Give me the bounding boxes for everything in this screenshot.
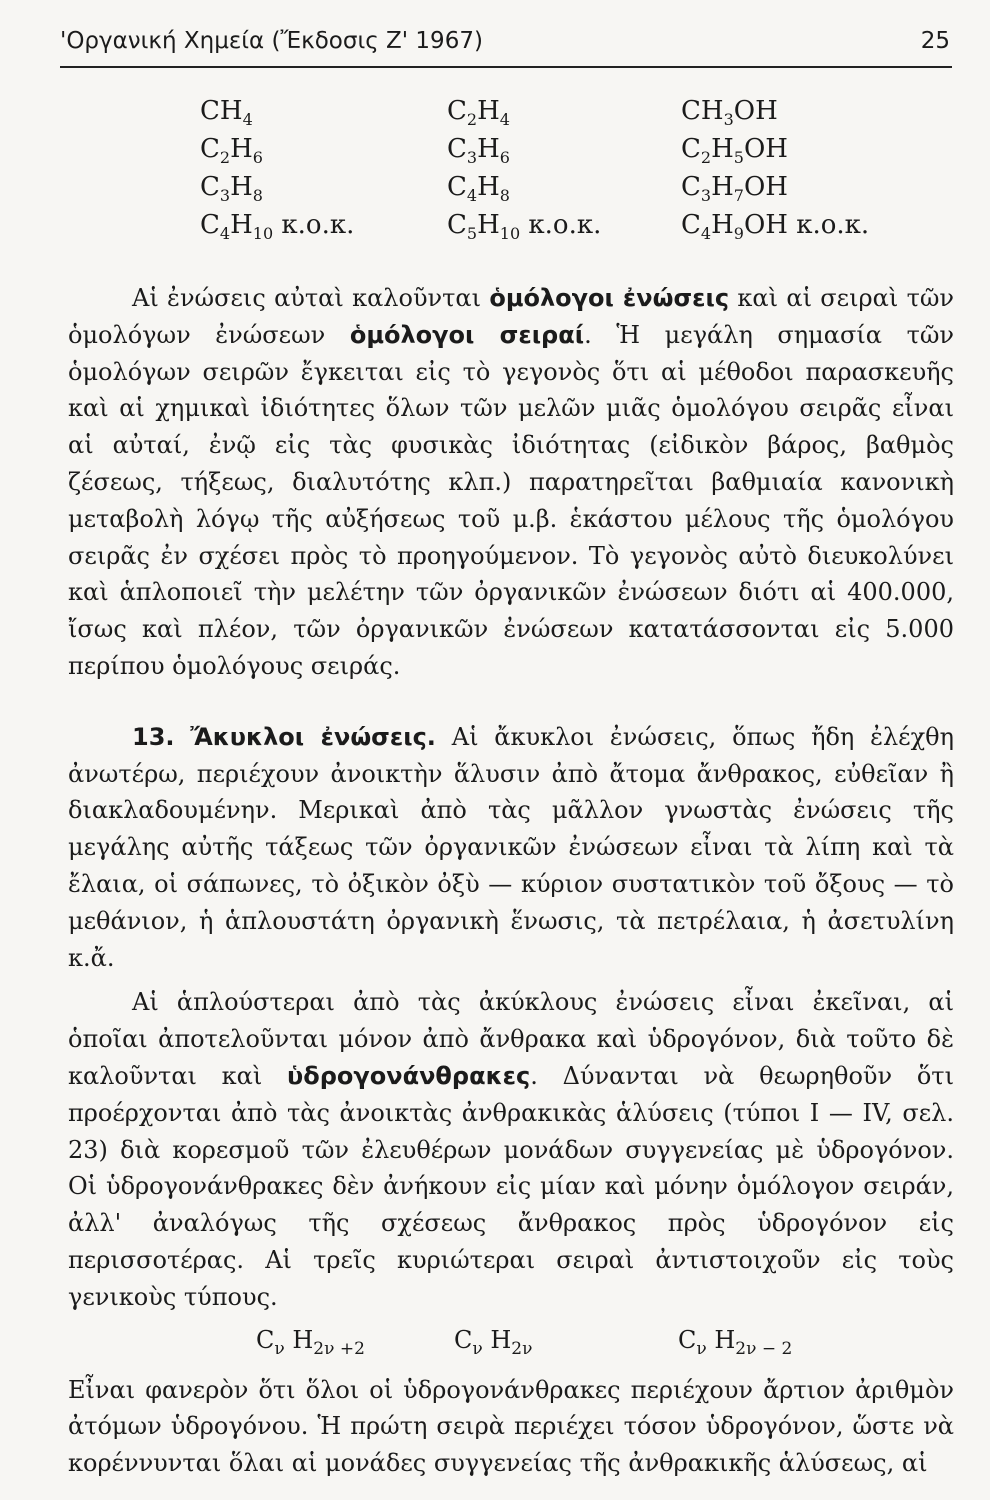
text-run: . Δύνανται νὰ θεωρηθοῦν ὅτι προέρχονται ἀπὸ τὰς ἀνοικτὰς ἀνθρακικὰς ἁλύσεις (τύποι I — IV, σελ. 23) διὰ κορεσμοῦ τῶν ἐλευθέρων μονάδων συγγενείας μὲ ὑδρογόνον. Οἱ ὑδρογονάνθρακες δὲν ἀνήκουν εἰς μίαν καὶ μόνην ὁμόλογον σειράν, ἀλλ' ἀναλόγως τῆς σχέσεως ἄνθρακος πρὸς ὑδρογόνον εἰς περισσοτέρας. Αἱ τρεῖς κυριώτεραι σειραὶ ἀντιστοιχοῦν εἰς τοὺς γενικοὺς τύπους.	[68, 1061, 954, 1311]
formula-part: H	[711, 172, 734, 202]
formula-subscript: 6	[499, 148, 510, 167]
general-formulas	[68, 1316, 954, 1366]
formula-part: C	[447, 172, 467, 202]
formula-subscript: 2	[219, 148, 231, 167]
paragraph-hydrocarbons	[68, 984, 954, 1315]
formula-row	[60, 210, 952, 248]
formula-part: OH κ.ο.κ.	[743, 210, 870, 240]
formula-subscript: 3	[219, 186, 231, 205]
formula-part: H	[477, 96, 500, 126]
formula-row	[60, 134, 952, 172]
chemical-formula	[200, 210, 355, 243]
formula-subscript: 3	[700, 186, 712, 205]
formula-part: C	[447, 96, 467, 126]
page-number: 25	[920, 28, 950, 54]
text-run: καὶ αἱ σειραὶ τῶν ὁμολόγων ἐνώσεων	[68, 284, 954, 349]
section-heading: Ἄκυκλοι ἐνώσεις.	[190, 722, 436, 751]
formula-part: C	[681, 172, 701, 202]
formula-subscript: 7	[733, 186, 744, 205]
chemical-formula	[200, 96, 253, 129]
chemical-formula	[681, 96, 778, 129]
formula-part: H	[706, 1325, 736, 1354]
general-formula	[678, 1322, 792, 1359]
chemical-formula	[200, 172, 263, 205]
formula-table	[60, 96, 952, 248]
formula-part: κ.ο.κ.	[273, 210, 355, 240]
formula-subscript: 9	[733, 224, 744, 243]
running-title: 'Οργανική Χημεία (Ἔκδοσις Ζ' 1967)	[60, 28, 483, 54]
term-hydrocarbons: ὑδρογονάνθρακες	[287, 1061, 531, 1090]
formula-part: C	[256, 1325, 275, 1354]
formula-part: H	[711, 134, 734, 164]
formula-subscript: ν	[274, 1338, 285, 1359]
formula-part: H	[482, 1325, 512, 1354]
formula-part: C	[200, 210, 220, 240]
formula-part: H	[477, 134, 500, 164]
formula-part: H	[230, 134, 253, 164]
formula-subscript: 5	[466, 224, 478, 243]
formula-part: κ.ο.κ.	[520, 210, 602, 240]
text-run: Αἱ ἄκυκλοι ἐνώσεις, ὅπως ἤδη ἐλέχθη ἀνωτέρω, περιέχουν ἀνοικτὴν ἅλυσιν ἀπὸ ἄτομα ἄνθρακος, εὐθεῖαν ἢ διακλαδουμένην. Μερικαὶ ἀπὸ τὰς μᾶλλον γνωστὰς ἐνώσεις τῆς μεγάλης αὐτῆς τάξεως τῶν ὀργανικῶν ἐνώσεων εἶναι τὰ λίπη καὶ τὰ ἔλαια, οἱ σάπωνες, τὸ ὀξικὸν ὀξὺ — κύριον συστατικὸν τοῦ ὄξους — τὸ μεθάνιον, ἡ ἁπλουστάτη ὀργανικὴ ἕνωσις, τὰ πετρέλαια, ἡ ἀσετυλίνη κ.ἄ.	[68, 722, 954, 972]
formula-subscript: ν	[472, 1338, 483, 1359]
term-homologous-series: ὁμόλογοι σειραί	[349, 320, 585, 349]
formula-subscript: 8	[499, 186, 510, 205]
formula-subscript: 5	[733, 148, 744, 167]
formula-part: CH	[681, 96, 724, 126]
formula-part: H	[477, 210, 500, 240]
formula-part: C	[454, 1325, 473, 1354]
formula-subscript: 6	[252, 148, 263, 167]
running-header	[60, 26, 952, 68]
formula-part: H	[230, 172, 253, 202]
formula-subscript: 4	[219, 224, 231, 243]
formula-part: OH	[733, 96, 778, 126]
term-homologous-compounds: ὁμόλογοι ἐνώσεις	[489, 284, 730, 312]
formula-part: C	[681, 210, 701, 240]
formula-subscript: 4	[700, 224, 712, 243]
formula-subscript: 3	[723, 110, 734, 129]
formula-subscript: ν	[696, 1338, 707, 1359]
chemical-formula	[681, 210, 870, 243]
formula-part: C	[447, 134, 467, 164]
formula-subscript: 8	[252, 186, 263, 205]
formula-subscript: 4	[242, 110, 253, 129]
text-run: . Ἡ μεγάλη σημασία τῶν ὁμολόγων σειρῶν ἔγκειται εἰς τὸ γεγονὸς ὅτι αἱ μέθοδοι παρασκευῆς καὶ αἱ χημικαὶ ἰδιότητες ὅλων τῶν μελῶν μιᾶς ὁμολόγου σειρᾶς εἶναι αἱ αὐταί, ἐνῷ εἰς τὰς φυσικὰς ἰδιότητας (εἰδικὸν βάρος, βαθμὸς ζέσεως, τήξεως, διαλυτότης κλπ.) παρατηρεῖται βαθμιαία κανονικὴ μεταβολὴ λόγῳ τῆς αὐξήσεως τοῦ μ.β. ἑκάστου μέλους τῆς ὁμολόγου σειρᾶς ἐν σχέσει πρὸς τὸ προηγούμενον. Τὸ γεγονὸς αὐτὸ διευκολύνει καὶ ἁπλοποιεῖ τὴν μελέτην τῶν ὀργανικῶν ἐνώσεων διότι αἱ 400.000, ἴσως καὶ πλέον, τῶν ὀργανικῶν ἐνώσεων κατατάσσονται εἰς 5.000 περίπου ὁμολόγους σειράς.	[68, 320, 955, 680]
formula-part: C	[200, 172, 220, 202]
formula-row	[60, 172, 952, 210]
formula-part: C	[681, 134, 701, 164]
formula-part: H	[284, 1325, 314, 1354]
formula-subscript: 2ν +2	[313, 1338, 365, 1359]
paragraph-even-hydrogen: Εἶναι φανερὸν ὅτι ὅλοι οἱ ὑδρογονάνθρακες περιέχουν ἄρτιον ἀριθμὸν ἀτόμων ὑδρογόνου. Ἡ πρώτη σειρὰ περιέχει τόσον ὑδρογόνον, ὥστε νὰ κορέννυνται ὅλαι αἱ μονάδες συγγενείας τῆς ἀνθρακικῆς ἁλύσεως, αἱ	[68, 1375, 954, 1478]
section-number: 13.	[132, 722, 175, 751]
chemical-formula	[200, 134, 263, 167]
formula-subscript: 2ν − 2	[735, 1338, 793, 1359]
formula-part: C	[200, 134, 220, 164]
body-text	[68, 280, 954, 1482]
formula-part: OH	[743, 134, 788, 164]
chemical-formula	[447, 96, 510, 129]
formula-subscript: 3	[466, 148, 478, 167]
chemical-formula	[447, 134, 510, 167]
formula-part: H	[711, 210, 734, 240]
section-13	[68, 719, 954, 977]
formula-subscript: 10	[499, 224, 521, 243]
chemical-formula	[447, 210, 602, 243]
chemical-formula	[681, 134, 788, 167]
paragraph-homologous	[68, 280, 954, 685]
formula-subscript: 4	[466, 186, 478, 205]
chemical-formula	[447, 172, 510, 205]
formula-subscript: 2ν	[511, 1338, 533, 1359]
formula-part: H	[230, 210, 253, 240]
formula-part: C	[447, 210, 467, 240]
formula-subscript: 2	[700, 148, 712, 167]
formula-part: C	[678, 1325, 697, 1354]
general-formula	[454, 1322, 532, 1359]
formula-subscript: 4	[499, 110, 510, 129]
formula-part: CH	[200, 96, 243, 126]
formula-row	[60, 96, 952, 134]
text-run: Αἱ ἁπλούστεραι ἀπὸ τὰς ἀκύκλους ἐνώσεις εἶναι ἐκεῖναι, αἱ ὁποῖαι ἀποτελοῦνται μόνον ἀπὸ ἄνθρακα καὶ ὑδρογόνον, διὰ τοῦτο δὲ καλοῦνται καὶ	[68, 988, 954, 1090]
general-formula	[256, 1322, 365, 1359]
formula-part: OH	[743, 172, 788, 202]
formula-part: H	[477, 172, 500, 202]
formula-subscript: 2	[466, 110, 478, 129]
text-run: Αἱ ἐνώσεις αὐταὶ καλοῦνται	[132, 284, 490, 312]
formula-subscript: 10	[252, 224, 274, 243]
chemical-formula	[681, 172, 788, 205]
